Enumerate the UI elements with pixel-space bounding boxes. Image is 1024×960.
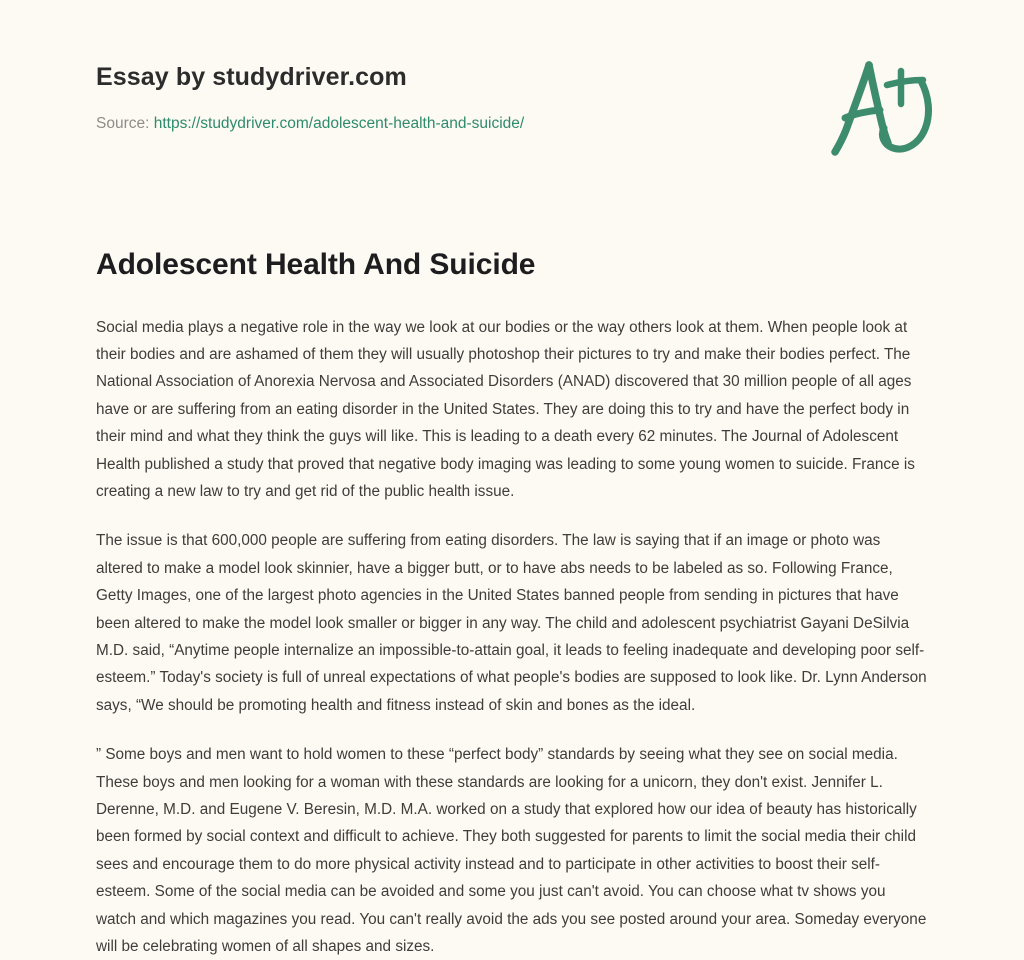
- page-title: Adolescent Health And Suicide: [0, 178, 1024, 284]
- source-line: [96, 114, 928, 134]
- source-url-link[interactable]: https://studydriver.com/adolescent-health-and-suicide/: [154, 115, 524, 132]
- essay-byline: Essay by studydriver.com: [96, 62, 928, 92]
- a-plus-logo: [822, 52, 940, 160]
- paragraph: ” Some boys and men want to hold women to these “perfect body” standards by seeing what they see on social media. These boys and men looking for a woman with these standards are looking for a unicorn, they don't exist. Jennifer L. Derenne, M.D. and Eugene V. Beresin, M.D. M.A. worked on a study that explored how our idea of beauty has historically been formed by social context and difficult to achieve. They both suggested for parents to limit the social media their child sees and encourage them to do more physical activity instead and to participate in other activities to boost their self-esteem. Some of the social media can be avoided and some you just can't avoid. You can choose what tv shows you watch and which magazines you read. You can't really avoid the ads you see posted around your area. Someday everyone will be celebrating women of all shapes and sizes.: [96, 741, 928, 960]
- paragraph: The issue is that 600,000 people are suffering from eating disorders. The law is saying that if an image or photo was altered to make a model look skinnier, have a bigger butt, or to have abs needs to be labeled as so. Following France, Getty Images, one of the largest photo agencies in the United States banned people from sending in pictures that have been altered to make the model look smaller or bigger in any way. The child and adolescent psychiatrist Gayani DeSilvia M.D. said, “Anytime people internalize an impossible-to-attain goal, it leads to feeling inadequate and developing poor self-esteem.” Today's society is full of unreal expectations of what people's bodies are supposed to look like. Dr. Lynn Anderson says, “We should be promoting health and fitness instead of skin and bones as the ideal.: [96, 527, 928, 719]
- source-label: Source:: [96, 115, 149, 132]
- document-header: [0, 0, 1024, 178]
- essay-body: [0, 284, 1024, 960]
- paragraph: Social media plays a negative role in the way we look at our bodies or the way others look at them. When people look at their bodies and are ashamed of them they will usually photoshop their pictures to try and make their bodies perfect. The National Association of Anorexia Nervosa and Associated Disorders (ANAD) discovered that 30 million people of all ages have or are suffering from an eating disorder in the United States. They are doing this to try and have the perfect body in their mind and what they think the guys will like. This is leading to a death every 62 minutes. The Journal of Adolescent Health published a study that proved that negative body imaging was leading to some young women to suicide. France is creating a new law to try and get rid of the public health issue.: [96, 314, 928, 506]
